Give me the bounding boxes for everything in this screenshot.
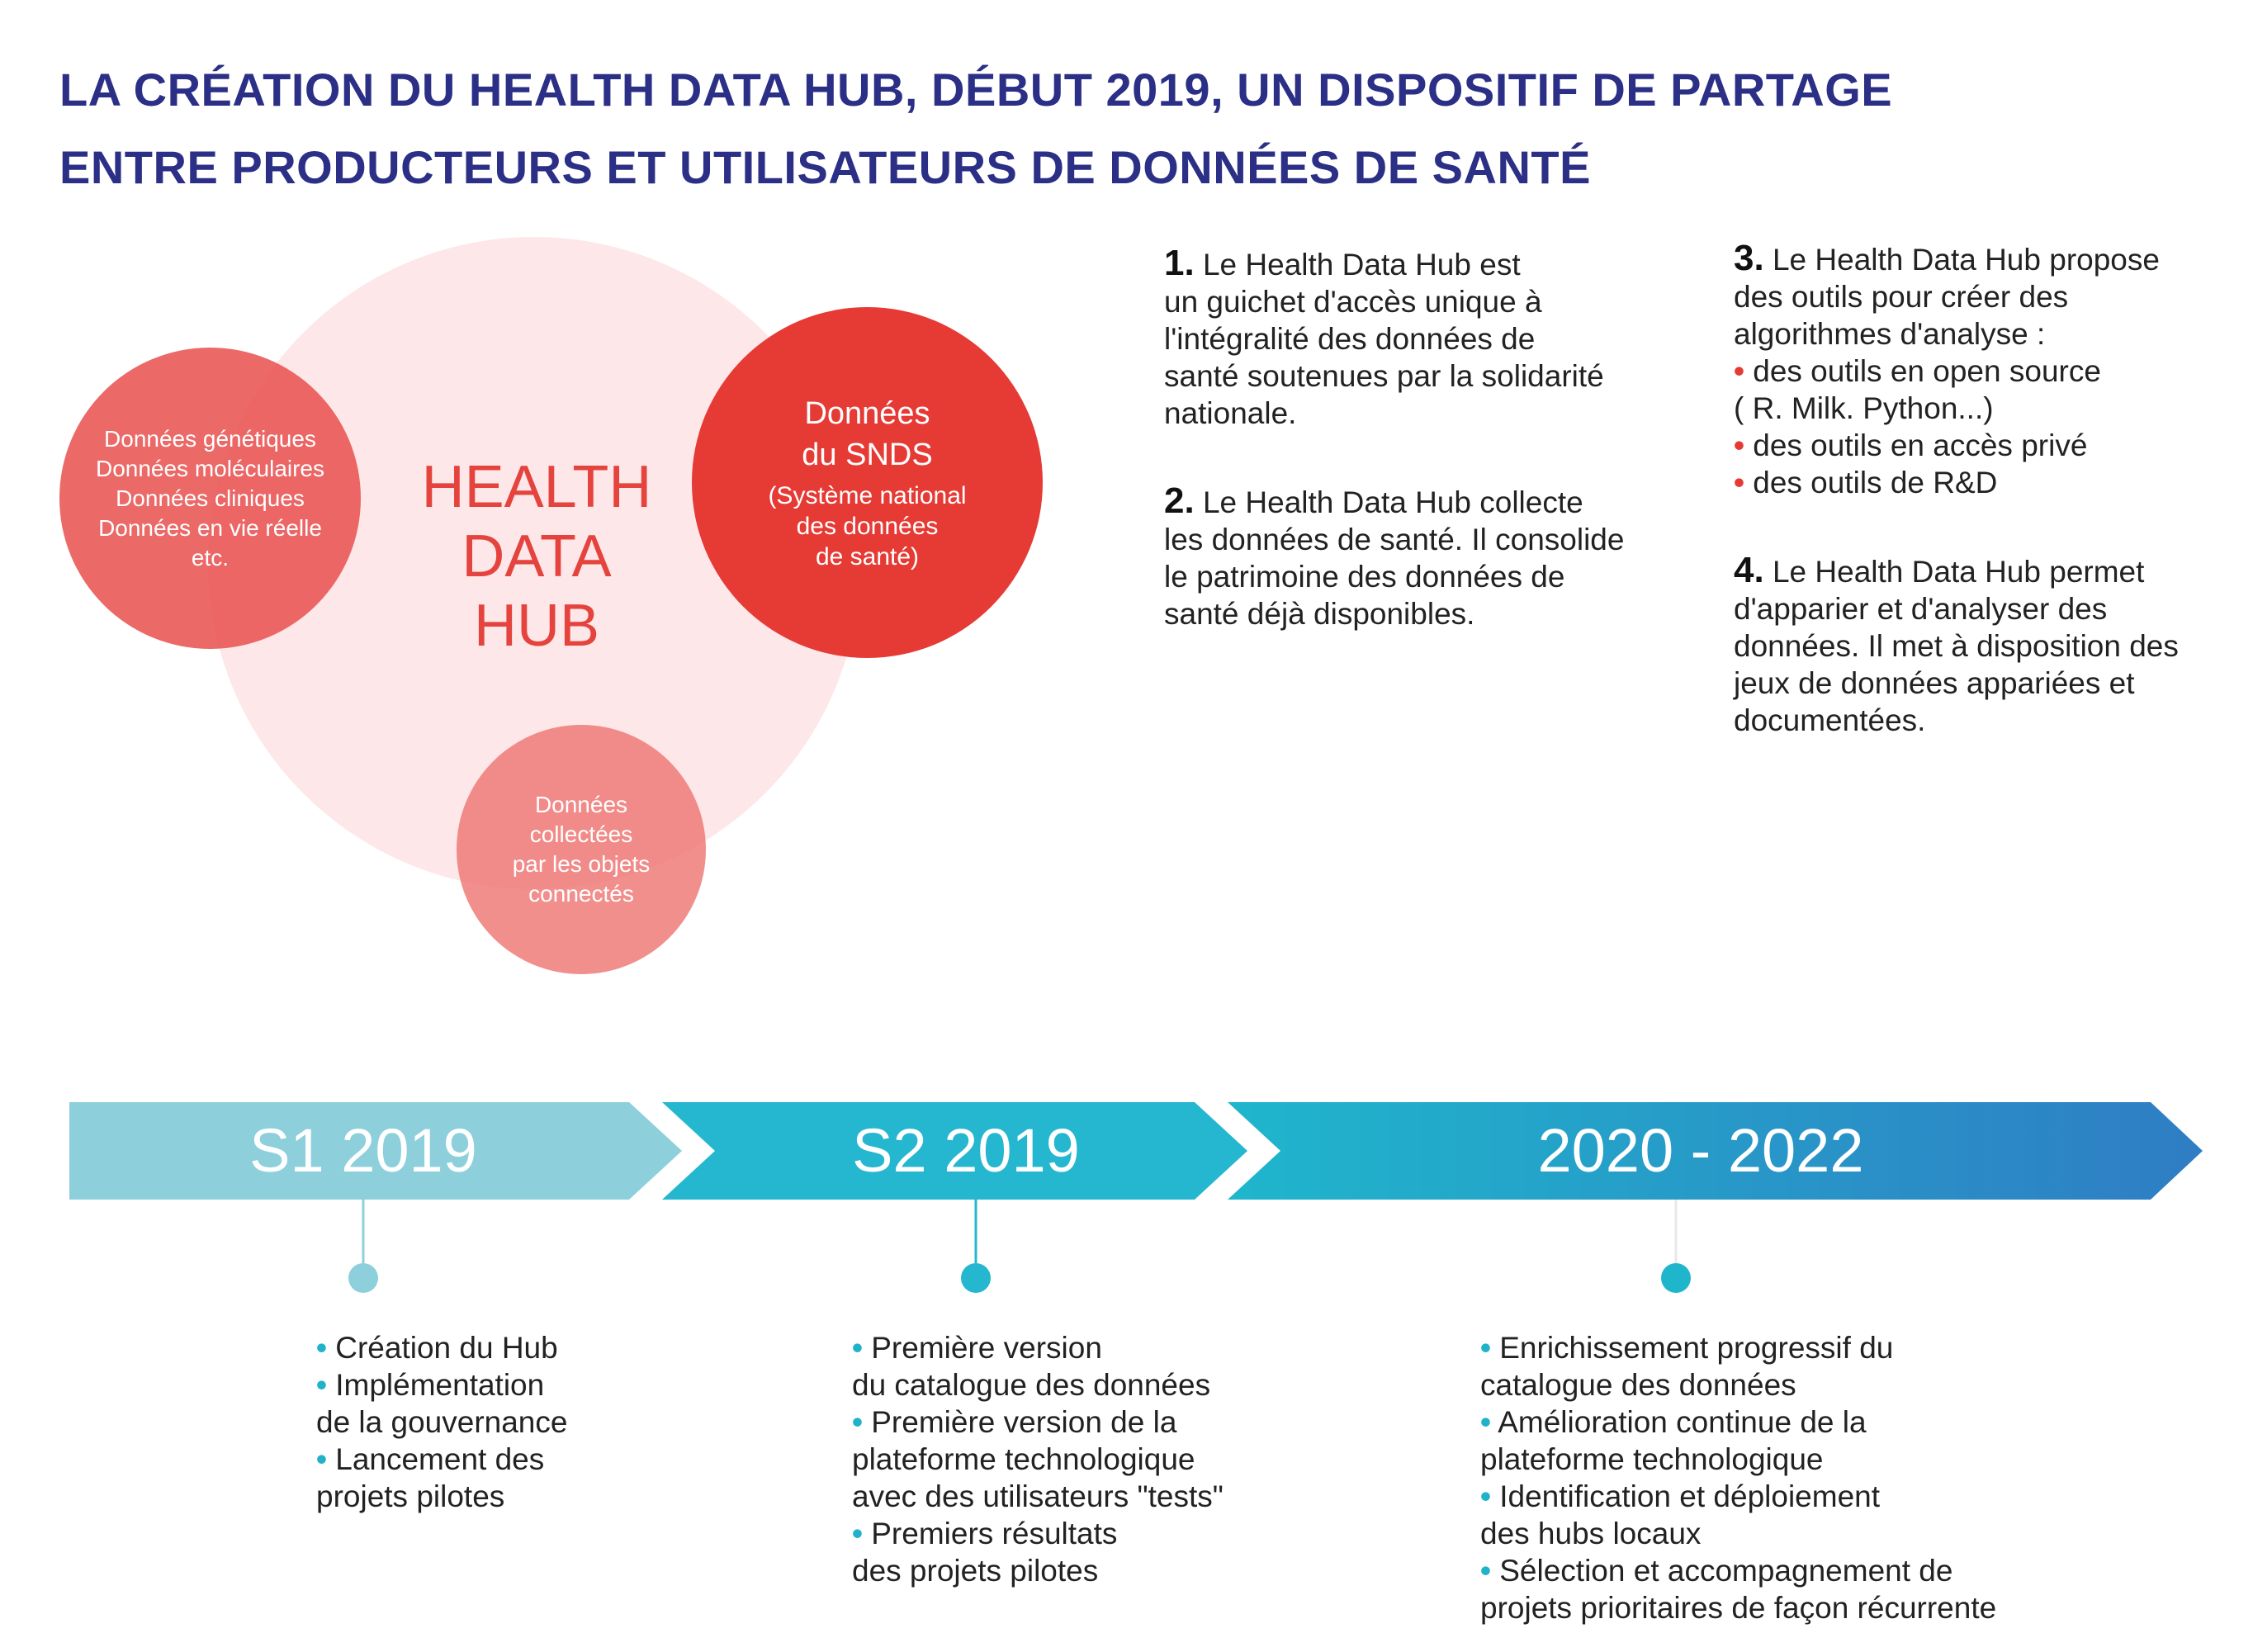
point-line: données. Il met à disposition des xyxy=(1734,629,2179,663)
point-line: nationale. xyxy=(1164,396,1297,430)
point-line: jeux de données appariées et xyxy=(1734,666,2135,700)
snds-title-line: Données xyxy=(804,396,930,431)
point-line: Le Health Data Hub permet xyxy=(1772,555,2145,589)
bullet-dot-icon: • xyxy=(852,1331,863,1365)
stage-item-line: projets pilotes xyxy=(316,1479,505,1513)
connected-objects-line: connectés xyxy=(528,881,634,906)
tool-bullet: des outils en accès privé xyxy=(1753,428,2088,462)
data-type-line: etc. xyxy=(191,544,230,570)
bullet-dot-icon: • xyxy=(1480,1331,1491,1365)
bullet-dot-icon: • xyxy=(316,1442,327,1476)
hub-label-line-2: DATA xyxy=(461,523,612,589)
point-number: 4. xyxy=(1734,550,1764,590)
hub-label-line-3: HUB xyxy=(473,593,599,659)
tool-bullet: des outils en open source xyxy=(1753,354,2101,388)
stage-2020-2022-items xyxy=(1480,1329,1996,1626)
point-line: les données de santé. Il consolide xyxy=(1164,523,1625,556)
stage-item-line: Première version xyxy=(871,1331,1102,1365)
stage-item-line: Identification et déploiement xyxy=(1499,1479,1880,1513)
hub-label-line-1: HEALTH xyxy=(421,454,652,520)
stage-item-line: plateforme technologique xyxy=(1480,1442,1824,1476)
point-line: des outils pour créer des xyxy=(1734,280,2069,314)
snds-subtitle-line: de santé) xyxy=(815,543,920,570)
data-type-line: Données cliniques xyxy=(116,485,305,511)
stage-item-line: Création du Hub xyxy=(335,1331,558,1365)
snds-title-line: du SNDS xyxy=(802,438,933,472)
point-line: le patrimoine des données de xyxy=(1164,560,1565,594)
stage-item-line: du catalogue des données xyxy=(852,1368,1211,1402)
data-type-line: Données moléculaires xyxy=(95,455,325,481)
data-type-line: Données en vie réelle xyxy=(98,514,322,541)
bullet-dot-icon: • xyxy=(1734,428,1744,462)
point-line: l'intégralité des données de xyxy=(1164,322,1536,356)
point-line: algorithmes d'analyse : xyxy=(1734,317,2046,351)
stage-label-s2-2019: S2 2019 xyxy=(852,1116,1080,1185)
timeline-dot-s1-2019 xyxy=(348,1263,378,1293)
bullet-dot-icon: • xyxy=(1734,466,1744,499)
bullet-dot-icon: • xyxy=(852,1405,863,1439)
bullet-dot-icon: • xyxy=(1480,1405,1491,1439)
data-type-line: Données génétiques xyxy=(104,425,316,452)
stage-s2-2019-items xyxy=(852,1329,1224,1589)
stage-item-line: des projets pilotes xyxy=(852,1554,1099,1588)
point-line: Le Health Data Hub collecte xyxy=(1202,485,1583,519)
point-line: documentées. xyxy=(1734,703,1926,737)
bullet-dot-icon: • xyxy=(1734,354,1744,388)
bullet-dot-icon: • xyxy=(1480,1479,1491,1513)
bullet-dot-icon: • xyxy=(852,1517,863,1550)
point-line: un guichet d'accès unique à xyxy=(1164,285,1542,319)
stage-label-s1-2019: S1 2019 xyxy=(249,1116,477,1185)
timeline-dot-2020-2022 xyxy=(1661,1263,1691,1293)
point-line: Le Health Data Hub propose xyxy=(1772,243,2160,277)
stage-item-line: Implémentation xyxy=(335,1368,545,1402)
stage-item-line: Amélioration continue de la xyxy=(1498,1405,1867,1439)
bullet-dot-icon: • xyxy=(316,1368,327,1402)
point-line: santé déjà disponibles. xyxy=(1164,597,1475,631)
point-line: santé soutenues par la solidarité xyxy=(1164,359,1604,393)
point-number: 2. xyxy=(1164,480,1195,521)
stage-item-line: Enrichissement progressif du xyxy=(1499,1331,1894,1365)
connected-objects-line: collectées xyxy=(529,821,633,847)
bullet-dot-icon: • xyxy=(316,1331,327,1365)
stage-item-line: catalogue des données xyxy=(1480,1368,1796,1402)
point-number: 3. xyxy=(1734,238,1764,278)
stage-item-line: Lancement des xyxy=(335,1442,545,1476)
stage-item-line: de la gouvernance xyxy=(316,1405,568,1439)
connected-objects-line: par les objets xyxy=(512,851,651,877)
stage-item-line: des hubs locaux xyxy=(1480,1517,1702,1550)
bullet-dot-icon: • xyxy=(1480,1554,1491,1588)
stage-item-line: Premiers résultats xyxy=(871,1517,1118,1550)
tool-bullet: ( R. Milk. Python...) xyxy=(1734,391,1994,425)
point-line: Le Health Data Hub est xyxy=(1202,248,1521,282)
timeline-dot-s2-2019 xyxy=(961,1263,991,1293)
point-number: 1. xyxy=(1164,243,1195,283)
title-line-2: ENTRE PRODUCTEURS ET UTILISATEURS DE DONNÉES DE SANTÉ xyxy=(59,141,1591,193)
stage-item-line: Sélection et accompagnement de xyxy=(1499,1554,1953,1588)
snds-subtitle-line: des données xyxy=(796,513,939,540)
stage-label-2020-2022: 2020 - 2022 xyxy=(1537,1116,1864,1185)
snds-subtitle-line: (Système national xyxy=(768,482,967,509)
stage-item-line: plateforme technologique xyxy=(852,1442,1195,1476)
stage-item-line: Première version de la xyxy=(871,1405,1177,1439)
stage-s1-2019-items xyxy=(316,1329,567,1515)
connected-objects-line: Données xyxy=(534,792,628,817)
title-line-1: LA CRÉATION DU HEALTH DATA HUB, DÉBUT 2019, UN DISPOSITIF DE PARTAGE xyxy=(59,64,1893,116)
point-line: d'apparier et d'analyser des xyxy=(1734,592,2108,626)
tool-bullet: des outils de R&D xyxy=(1753,466,1998,499)
stage-item-line: projets prioritaires de façon récurrente xyxy=(1480,1591,1997,1625)
stage-item-line: avec des utilisateurs "tests" xyxy=(852,1479,1224,1513)
